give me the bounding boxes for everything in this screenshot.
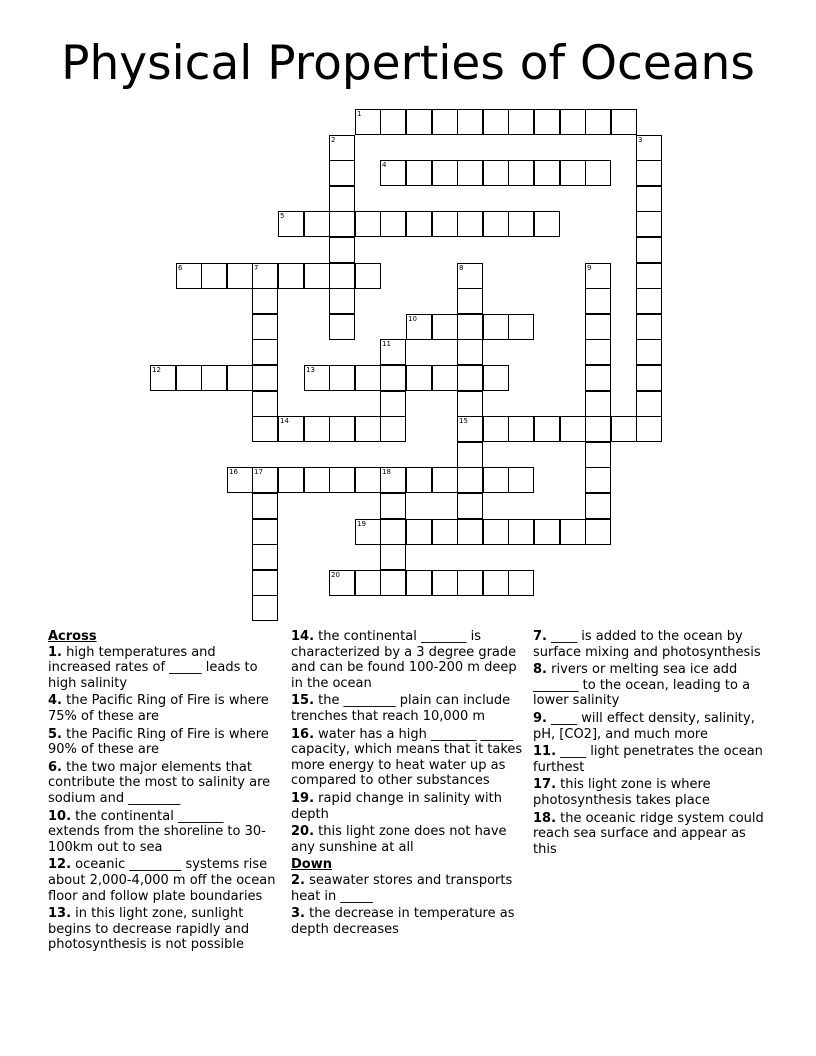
grid-cell[interactable]	[150, 365, 176, 391]
cell-number: 12	[152, 366, 161, 374]
grid-cell[interactable]	[432, 211, 458, 237]
grid-cell[interactable]	[457, 493, 483, 519]
clue-text: ____ is added to the ocean by surface mixing and photosynthesis	[533, 629, 761, 660]
grid-cell[interactable]	[329, 314, 355, 340]
cell-number: 15	[459, 417, 468, 425]
grid-cell[interactable]	[457, 570, 483, 596]
grid-cell[interactable]	[457, 109, 483, 135]
grid-cell[interactable]	[329, 288, 355, 314]
grid-cell[interactable]	[560, 416, 586, 442]
across-clue	[48, 645, 278, 692]
grid-cell[interactable]	[432, 109, 458, 135]
grid-cell[interactable]	[457, 519, 483, 545]
clue-number: 13.	[48, 906, 72, 922]
cell-number: 18	[382, 468, 391, 476]
grid-cell[interactable]	[304, 211, 330, 237]
clue-text: this light zone does not have any sunshine at all	[291, 824, 507, 855]
cell-number: 4	[382, 161, 387, 169]
grid-cell[interactable]	[252, 391, 278, 417]
grid-cell[interactable]	[380, 544, 406, 570]
grid-cell[interactable]	[380, 211, 406, 237]
grid-cell[interactable]	[329, 160, 355, 186]
clue-text: the continental _______ is characterized by a 3 degree grade and can be found 100-200 m deep in the ocean	[291, 629, 517, 691]
grid-cell[interactable]	[457, 263, 483, 289]
grid-cell[interactable]	[304, 467, 330, 493]
cell-number: 17	[254, 468, 263, 476]
across-heading: Across	[48, 629, 97, 644]
clue-number: 3.	[291, 906, 305, 922]
grid-cell[interactable]	[585, 288, 611, 314]
grid-cell[interactable]	[252, 288, 278, 314]
grid-cell[interactable]	[636, 339, 662, 365]
grid-cell[interactable]	[406, 314, 432, 340]
grid-cell[interactable]	[278, 467, 304, 493]
grid-cell[interactable]	[585, 442, 611, 468]
grid-cell[interactable]	[508, 416, 534, 442]
clue-text: this light zone is where photosynthesis takes place	[533, 777, 711, 808]
grid-cell[interactable]	[560, 160, 586, 186]
grid-cell[interactable]	[304, 416, 330, 442]
grid-cell[interactable]	[380, 365, 406, 391]
grid-cell[interactable]	[457, 391, 483, 417]
grid-cell[interactable]	[252, 595, 278, 621]
grid-cell[interactable]	[611, 109, 637, 135]
clue-number: 4.	[48, 693, 62, 709]
grid-cell[interactable]	[585, 109, 611, 135]
grid-cell[interactable]	[457, 211, 483, 237]
grid-cell[interactable]	[278, 263, 304, 289]
grid-cell[interactable]	[636, 365, 662, 391]
grid-cell[interactable]	[585, 493, 611, 519]
grid-cell[interactable]	[252, 544, 278, 570]
clues-column-3	[533, 629, 773, 859]
clue-number: 16.	[291, 726, 315, 742]
grid-cell[interactable]	[636, 288, 662, 314]
grid-cell[interactable]	[585, 365, 611, 391]
across-clue	[48, 727, 278, 758]
cell-number: 6	[178, 264, 183, 272]
grid-cell[interactable]	[406, 365, 432, 391]
grid-cell[interactable]	[457, 416, 483, 442]
cell-number: 10	[408, 315, 417, 323]
grid-cell[interactable]	[252, 467, 278, 493]
grid-cell[interactable]	[457, 365, 483, 391]
clue-number: 14.	[291, 629, 315, 644]
down-heading: Down	[291, 857, 332, 873]
grid-cell[interactable]	[508, 211, 534, 237]
clue-text: ____ will effect density, salinity, pH, [CO2], and much more	[533, 710, 755, 742]
clue-number: 2.	[291, 872, 305, 888]
grid-cell[interactable]	[457, 339, 483, 365]
cell-number: 8	[459, 264, 464, 272]
grid-cell[interactable]	[227, 467, 253, 493]
cell-number: 13	[306, 366, 315, 374]
grid-cell[interactable]	[585, 263, 611, 289]
grid-cell[interactable]	[508, 160, 534, 186]
clue-number: 5.	[48, 726, 62, 742]
grid-cell[interactable]	[534, 160, 560, 186]
clue-number: 15.	[291, 693, 315, 709]
grid-cell[interactable]	[380, 160, 406, 186]
grid-cell[interactable]	[406, 211, 432, 237]
grid-cell[interactable]	[508, 109, 534, 135]
cell-number: 2	[331, 136, 336, 144]
across-clue	[291, 824, 525, 855]
grid-cell[interactable]	[380, 467, 406, 493]
clue-number: 18.	[533, 810, 557, 826]
grid-cell[interactable]	[278, 211, 304, 237]
grid-cell[interactable]	[304, 263, 330, 289]
across-clue	[48, 857, 278, 904]
down-clue	[533, 744, 773, 775]
grid-cell[interactable]	[636, 391, 662, 417]
grid-cell[interactable]	[585, 339, 611, 365]
grid-cell[interactable]	[636, 314, 662, 340]
grid-cell[interactable]	[329, 467, 355, 493]
clue-text: oceanic ________ systems rise about 2,000-4,000 m off the ocean floor and follow plate boundaries	[48, 857, 276, 904]
grid-cell[interactable]	[636, 186, 662, 212]
across-clue	[48, 760, 278, 807]
across-clue	[291, 693, 525, 724]
clue-text: the decrease in temperature as depth decreases	[291, 906, 515, 937]
clue-text: the oceanic ridge system could reach sea surface and appear as this	[533, 810, 764, 857]
grid-cell[interactable]	[252, 570, 278, 596]
down-clue	[291, 906, 525, 937]
grid-cell[interactable]	[252, 365, 278, 391]
grid-cell[interactable]	[585, 519, 611, 545]
grid-cell[interactable]	[483, 365, 509, 391]
grid-cell[interactable]	[355, 109, 381, 135]
grid-cell[interactable]	[227, 365, 253, 391]
grid-cell[interactable]	[406, 109, 432, 135]
grid-cell[interactable]	[278, 416, 304, 442]
clue-text: high temperatures and increased rates of _____ leads to high salinity	[48, 644, 258, 691]
grid-cell[interactable]	[329, 263, 355, 289]
puzzle-title: Physical Properties of Oceans	[61, 36, 755, 91]
grid-cell[interactable]	[457, 467, 483, 493]
grid-cell[interactable]	[380, 570, 406, 596]
grid-cell[interactable]	[201, 365, 227, 391]
clue-number: 12.	[48, 857, 72, 873]
grid-cell[interactable]	[457, 314, 483, 340]
grid-cell[interactable]	[355, 519, 381, 545]
grid-cell[interactable]	[380, 339, 406, 365]
grid-cell[interactable]	[457, 442, 483, 468]
clue-text: rivers or melting sea ice add _______ to the ocean, leading to a lower salinity	[533, 662, 751, 709]
across-clue	[291, 629, 525, 691]
grid-cell[interactable]	[176, 263, 202, 289]
grid-cell[interactable]	[636, 160, 662, 186]
grid-cell[interactable]	[355, 263, 381, 289]
grid-cell[interactable]	[406, 467, 432, 493]
clue-text: the two major elements that contribute the most to salinity are sodium and ________	[48, 759, 271, 806]
grid-cell[interactable]	[380, 109, 406, 135]
grid-cell[interactable]	[432, 314, 458, 340]
grid-cell[interactable]	[432, 160, 458, 186]
clue-number: 17.	[533, 777, 557, 793]
grid-cell[interactable]	[508, 570, 534, 596]
grid-cell[interactable]	[329, 570, 355, 596]
grid-cell[interactable]	[585, 467, 611, 493]
grid-cell[interactable]	[585, 391, 611, 417]
down-clue	[533, 629, 773, 660]
clue-text: the Pacific Ring of Fire is where 75% of these are	[48, 693, 269, 724]
grid-cell[interactable]	[483, 109, 509, 135]
clue-number: 19.	[291, 790, 315, 806]
clue-number: 11.	[533, 744, 557, 760]
clue-number: 8.	[533, 662, 547, 678]
grid-cell[interactable]	[508, 519, 534, 545]
across-clue	[48, 693, 278, 724]
grid-cell[interactable]	[406, 570, 432, 596]
grid-cell[interactable]	[252, 519, 278, 545]
cell-number: 1	[357, 110, 362, 118]
across-clue	[48, 809, 278, 856]
grid-cell[interactable]	[585, 160, 611, 186]
grid-cell[interactable]	[432, 519, 458, 545]
grid-cell[interactable]	[560, 109, 586, 135]
clue-text: the continental _______ extends from the shoreline to 30-100km out to sea	[48, 808, 266, 855]
clues-column-1	[48, 629, 278, 955]
grid-cell[interactable]	[329, 416, 355, 442]
grid-cell[interactable]	[355, 570, 381, 596]
grid-cell[interactable]	[380, 493, 406, 519]
grid-cell[interactable]	[508, 314, 534, 340]
cell-number: 19	[357, 520, 366, 528]
grid-cell[interactable]	[252, 416, 278, 442]
grid-cell[interactable]	[457, 288, 483, 314]
grid-cell[interactable]	[483, 570, 509, 596]
grid-cell[interactable]	[483, 211, 509, 237]
grid-cell[interactable]	[534, 519, 560, 545]
grid-cell[interactable]	[585, 314, 611, 340]
clue-number: 20.	[291, 824, 315, 840]
grid-cell[interactable]	[252, 263, 278, 289]
cell-number: 9	[587, 264, 592, 272]
grid-cell[interactable]	[176, 365, 202, 391]
clue-number: 9.	[533, 710, 547, 726]
grid-cell[interactable]	[329, 211, 355, 237]
clue-number: 6.	[48, 759, 62, 775]
cell-number: 7	[254, 264, 259, 272]
clue-number: 7.	[533, 629, 547, 644]
down-clue	[533, 711, 773, 742]
grid-cell[interactable]	[636, 416, 662, 442]
grid-cell[interactable]	[406, 160, 432, 186]
clue-text: seawater stores and transports heat in _____	[291, 872, 513, 904]
grid-cell[interactable]	[380, 391, 406, 417]
cell-number: 20	[331, 571, 340, 579]
down-clue	[533, 811, 773, 858]
grid-cell[interactable]	[329, 186, 355, 212]
grid-cell[interactable]	[560, 519, 586, 545]
cell-number: 5	[280, 212, 285, 220]
grid-cell[interactable]	[329, 135, 355, 161]
clue-text: ____ light penetrates the ocean furthest	[533, 744, 763, 775]
grid-cell[interactable]	[432, 365, 458, 391]
grid-cell[interactable]	[534, 416, 560, 442]
grid-cell[interactable]	[483, 467, 509, 493]
grid-cell[interactable]	[636, 135, 662, 161]
grid-cell[interactable]	[585, 416, 611, 442]
grid-cell[interactable]	[355, 365, 381, 391]
grid-cell[interactable]	[483, 160, 509, 186]
across-clue	[48, 906, 278, 953]
grid-cell[interactable]	[252, 493, 278, 519]
grid-cell[interactable]	[304, 365, 330, 391]
clue-number: 1.	[48, 644, 62, 660]
cell-number: 16	[229, 468, 238, 476]
across-clue	[291, 727, 525, 789]
grid-cell[interactable]	[201, 263, 227, 289]
grid-cell[interactable]	[355, 467, 381, 493]
grid-cell[interactable]	[611, 416, 637, 442]
grid-cell[interactable]	[534, 109, 560, 135]
cell-number: 11	[382, 340, 391, 348]
grid-cell[interactable]	[483, 519, 509, 545]
grid-cell[interactable]	[380, 416, 406, 442]
down-clue	[533, 777, 773, 808]
clues-column-2	[291, 629, 525, 939]
across-clue	[291, 791, 525, 822]
grid-cell[interactable]	[329, 237, 355, 263]
grid-cell[interactable]	[508, 467, 534, 493]
cell-number: 3	[638, 136, 643, 144]
down-clue	[291, 873, 525, 904]
clue-text: the ________ plain can include trenches that reach 10,000 m	[291, 693, 511, 724]
cell-number: 14	[280, 417, 289, 425]
grid-cell[interactable]	[406, 519, 432, 545]
grid-cell[interactable]	[483, 416, 509, 442]
grid-cell[interactable]	[636, 237, 662, 263]
grid-cell[interactable]	[252, 314, 278, 340]
clue-text: the Pacific Ring of Fire is where 90% of these are	[48, 726, 269, 758]
grid-cell[interactable]	[355, 416, 381, 442]
grid-cell[interactable]	[252, 339, 278, 365]
grid-cell[interactable]	[457, 160, 483, 186]
clue-text: in this light zone, sunlight begins to decrease rapidly and photosynthesis is not possible	[48, 906, 250, 953]
clue-text: rapid change in salinity with depth	[291, 790, 503, 822]
grid-cell[interactable]	[636, 263, 662, 289]
grid-cell[interactable]	[432, 467, 458, 493]
grid-cell[interactable]	[380, 519, 406, 545]
clue-number: 10.	[48, 808, 72, 824]
grid-cell[interactable]	[636, 211, 662, 237]
grid-cell[interactable]	[534, 211, 560, 237]
down-clue	[533, 662, 773, 709]
grid-cell[interactable]	[355, 211, 381, 237]
grid-cell[interactable]	[227, 263, 253, 289]
grid-cell[interactable]	[483, 314, 509, 340]
grid-cell[interactable]	[329, 365, 355, 391]
clue-text: water has a high _______ _____ capacity, which means that it takes more energy to heat water up as compared to other substances	[291, 726, 523, 789]
grid-cell[interactable]	[432, 570, 458, 596]
